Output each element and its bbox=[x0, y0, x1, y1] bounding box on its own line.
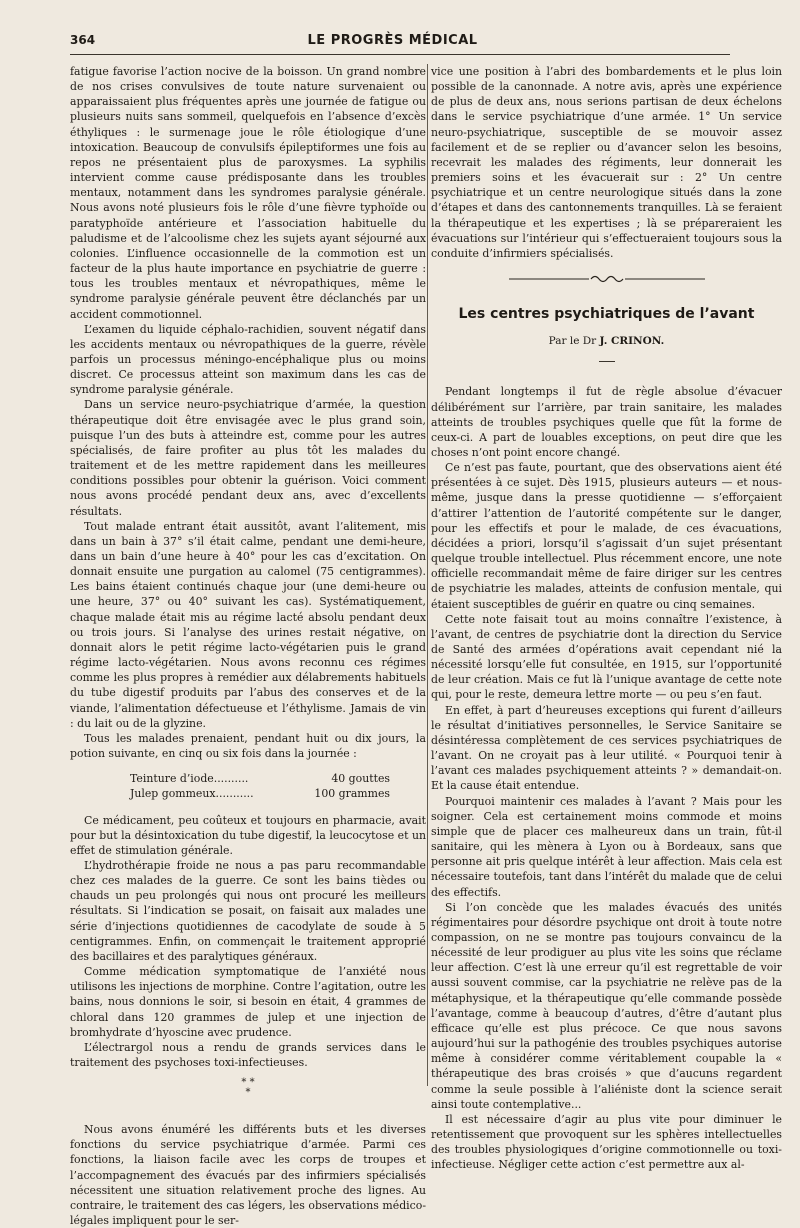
paragraph: Comme médication symptomatique de l’anxiété nous utilisons les injections de morphine. Contre l’agitation, outre les bains, nous donnions le soir, si besoin en était, 4 grammes de chloral dans 120 grammes de julep et une injection de bromhydrate d’hyoscine avec prudence. bbox=[70, 965, 426, 1039]
section-separator-asterism bbox=[70, 1078, 426, 1098]
byline-prefix: Par le Dr bbox=[548, 335, 597, 348]
paragraph: Ce n’est pas faute, pourtant, que des observations aient été présentées à ce sujet. Dès 1915, plusieurs auteurs — et nous-même, jusque dans la presse quotidienne — s’efforçaient d’attirer l’attention de l’autorité compétente sur le danger, pour les effectifs et pour le malade, de ces évacuations, décidées a priori, lorsqu’il s’agissait d’un sujet présentant quelque trouble intellectuel. Plus récemment encore, une note officielle recommandait même de faire diriger sur les centres de psychiatrie les malades, atteints de confusion mentale, qui étaient susceptibles de guérir en quatre ou cinq semaines. bbox=[431, 461, 782, 611]
dose: 40 gouttes bbox=[331, 772, 390, 786]
prescription-row bbox=[130, 771, 426, 786]
paragraph: L’examen du liquide céphalo-rachidien, souvent négatif dans les accidents mentaux ou névropathiques de la guerre, révèle parfois un processus méningo-encéphalique plus ou moins discret. Ce processus atteint son maximum dans les cas de syndrome paralysie générale. bbox=[70, 322, 426, 397]
paragraph: Ce médicament, peu coûteux et toujours en pharmacie, avait pour but la désintoxication du tube digestif, la leucocytose et un effet de stimulation générale. bbox=[70, 813, 426, 857]
paragraph: L’électrargol nous a rendu de grands services dans le traitement des psychoses toxi-infectieuses. bbox=[70, 1040, 426, 1069]
paragraph: L’hydrothérapie froide ne nous a pas paru recommandable chez ces malades de la guerre. Ce sont les bains tièdes ou chauds un peu prolongés qui nous ont procuré les meilleurs résultats. Si l’indication se posait, on faisait aux malades une série d’injections quotidiennes de cacodylate de soude à 5 centigrammes. Enfin, on commençait le traitement approprié des bacillaires et des paralytiques généraux. bbox=[70, 858, 426, 963]
page-number: 364 bbox=[70, 33, 96, 47]
paragraph: Pendant longtemps il fut de règle absolue d’évacuer délibérément sur l’arrière, par train sanitaire, les malades atteints de troubles psychiques quelle que fût la forme de ceux-ci. A part de louables exceptions, on peut dire que les choses n’ont point encore changé. bbox=[431, 385, 782, 459]
prescription-row bbox=[130, 786, 426, 801]
paragraph: Nous avons énuméré les différents buts et les diverses fonctions du service psychiatrique d’armée. Parmi ces fonctions, la liaison facile avec les corps de troupes et l’accompagnement des évacués par des infirmiers spécialisés nécessitent une situation relativement proche des lignes. Au contraire, le traitement des cas légers, les observations médico-légales impliquent pour le ser- bbox=[70, 1123, 426, 1228]
author-name: J. CRINON. bbox=[599, 335, 665, 348]
paragraph: Dans un service neuro-psychiatrique d’armée, la question thérapeutique doit être envisagée avec le plus grand soin, puisque l’un des buts à atteindre est, comme pour les autres spécialisés, de faire profiter au plus tôt les malades du traitement et de les mettre rapidement dans les meilleures conditions possibles pour obtenir la guérison. Voici comment nous avons procédé pendant deux ans, avec d’excellents résultats. bbox=[70, 398, 426, 518]
column-divider bbox=[427, 64, 428, 1086]
ingredient: Julep gommeux........... bbox=[130, 787, 254, 801]
dose: 100 grammes bbox=[314, 787, 390, 801]
paragraph: En effet, à part d’heureuses exceptions qui furent d’ailleurs le résultat d’initiatives personnelles, le Service Sanitaire se désintéressa complètement de ces services psychiatriques de l’avant. On ne croyait pas à leur utilité. « Pourquoi tenir à l’avant ces malades psychiquement atteints ? » demandait-on. Et la cause était entendue. bbox=[431, 703, 782, 793]
prescription bbox=[130, 771, 426, 801]
paragraph: Pourquoi maintenir ces malades à l’avant ? Mais pour les soigner. Cela est certainement moins commode et moins simple que de placer ces malheureux dans un train, fût-il sanitaire, qui les mènera à Lyon ou à Bordeaux, sans que personne ait pris quelque intérêt à leur affection. Mais cela est nécessaire toutefois, tant dans l’intérêt du malade que de celui des effectifs. bbox=[431, 794, 782, 899]
paragraph: Si l’on concède que les malades évacués des unités régimentaires pour désordre psychique ont droit à toute notre compassion, on ne se montre pas toujours convaincu de la nécessité de leur prodiguer au plus vite les soins que réclame leur affection. C’est là une erreur qu’il est regrettable de voir aussi souvent commise, car la psychiatrie ne relève pas de la métaphysique, et la thérapeutique qu’elle commande possède l’avantage, comme à beaucoup d’autres, d’être d’autant plus efficace qu’elle est plus précoce. Ce que nous savons aujourd’hui sur la pathogénie des troubles psychiques autorise même à considérer comme véritablement coupable la « thérapeutique des bras croisés » que d’aucuns regardent comme la seule possible à l’aliéniste dont la science serait ainsi toute contemplative... bbox=[431, 900, 782, 1111]
article-title: Les centres psychiatriques de l’avant bbox=[458, 306, 755, 323]
journal-title: LE PROGRÈS MÉDICAL bbox=[307, 32, 478, 48]
paragraph: Cette note faisait tout au moins connaître l’existence, à l’avant, de centres de psychiatrie dont la direction du Service de Santé des armées d’opérations avait cependant nié la nécessité lorsqu’elle fut consultée, en 1915, sur l’opportunité de leur création. Mais ce fut là l’unique avantage de cette note qui, pour le reste, demeura lettre morte — ou peu s’en faut. bbox=[431, 612, 782, 702]
paragraph: Tous les malades prenaient, pendant huit ou dix jours, la potion suivante, en cinq ou six fois dans la journée : bbox=[70, 731, 426, 761]
ornamental-divider bbox=[431, 273, 782, 285]
paragraph: Tout malade entrant était aussitôt, avant l’alitement, mis dans un bain à 37° s’il était calme, pendant une demi-heure, dans un bain d’une heure à 40° pour les cas d’excitation. On donnait ensuite une purgation au calomel (75 centigrammes). Les bains étaient continués chaque jour (une demi-heure ou une heure, 37° ou 40° suivant les cas). Systématiquement, chaque malade était mis au régime lacté absolu pendant deux ou trois jours. Si l’analyse des urines restait négative, on donnait alors le petit régime lacto-végétarien puis le grand régime lacto-végétarien. Nous avons reconnu ces régimes comme les plus propres à remédier aux délabrements habituels du tube digestif produits par l’abus des conserves et de la viande, l’alimentation défectueuse et l’éthylisme. Jamais de vin : du lait ou de la glyzine. bbox=[70, 519, 426, 730]
ingredient: Teinture d’iode.......... bbox=[130, 772, 249, 786]
left-column bbox=[70, 64, 426, 1228]
paragraph: fatigue favorise l’action nocive de la boisson. Un grand nombre de nos crises convulsives de toute nature survenaient ou apparaissaient plus fréquentes après une journée de fatigue ou plusieurs nuits sans sommeil, quelquefois en l’absence d’excès éthyliques : le surmenage joue le rôle étiologique d’une intoxication. Beaucoup de convulsifs épileptiformes une fois au repos ne présentaient plus de paroxysmes. La syphilis intervient comme cause prédisposante dans les troubles mentaux, notamment dans les syndromes paralysie générale. Nous avons noté plusieurs fois le rôle d’une fièvre typhoïde ou paratyphoïde antérieure et l’association habituelle du paludisme et de l’alcoolisme chez les sujets ayant séjourné aux colonies. L’influence occasionnelle de la commotion est un facteur de la plus haute importance en psychiatrie de guerre : tous les troubles mentaux et névropathiques, même le syndrome paralysie générale peuvent être déclanchés par un accident commotionnel. bbox=[70, 65, 426, 321]
asterism: * * * bbox=[241, 1077, 255, 1099]
spacer bbox=[70, 1106, 426, 1122]
byline bbox=[431, 334, 782, 349]
ornament-icon bbox=[507, 273, 707, 285]
paragraph: Il est nécessaire d’agir au plus vite pour diminuer le retentissement que provoquent sur les sphères intellectuelles des troubles physiologiques d’origine commotionnelle ou toxi-infectieuse. Négliger cette action c’est permettre aux al- bbox=[431, 1112, 782, 1172]
paragraph: vice une position à l’abri des bombardements et le plus loin possible de la canonnade. A notre avis, après une expérience de plus de deux ans, nous serions partisan de deux échelons dans le service psychiatrique d’une armée. 1° Un service neuro-psychiatrique, susceptible de se mouvoir assez facilement et de se replier ou d’avancer selon les besoins, recevrait les malades des régiments, leur donnerait les premiers soins et les évacuerait sur : 2° Un centre psychiatrique et un centre neurologique situés dans la zone d’étapes et dans des cantonnements tranquilles. Là se feraient la thérapeutique et les expertises ; là se prépareraient les évacuations sur l’intérieur qui s’effectueraient toujours sous la conduite d’infirmiers spécialisés. bbox=[431, 65, 782, 260]
short-rule bbox=[599, 361, 615, 362]
page-header bbox=[70, 26, 730, 55]
right-column bbox=[431, 64, 782, 1172]
